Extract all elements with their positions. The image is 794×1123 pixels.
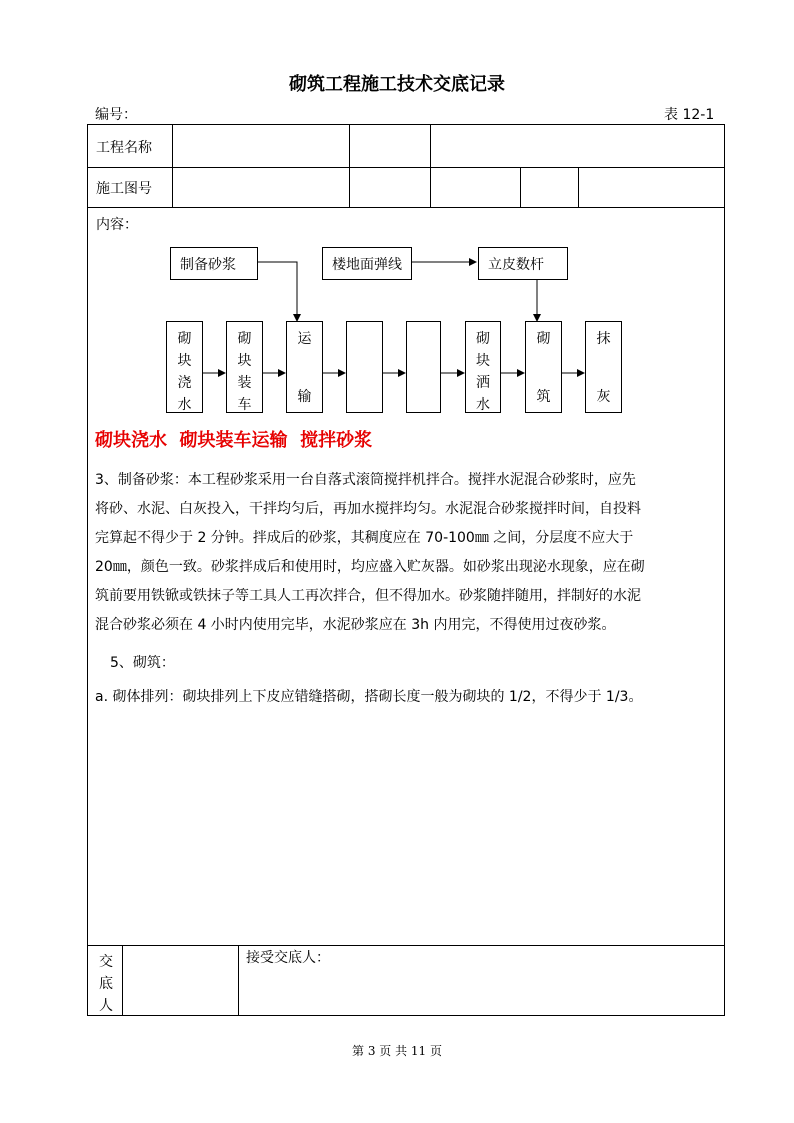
handover-person-label: 交 底 人	[99, 954, 113, 1014]
table-number: 表 12-1	[664, 107, 715, 123]
flow-box-block-watering: 砌 块 浇 水	[166, 321, 203, 413]
flow-box-masonry: 砌 筑	[525, 321, 562, 413]
flow-box-empty-2	[406, 321, 441, 413]
red-heading: 砌块浇水 砌块装车运输 搅拌砂浆	[95, 430, 373, 451]
project-name-label: 工程名称	[96, 140, 152, 156]
flow-box-mortar-prep: 制备砂浆	[170, 247, 258, 280]
flow-box-block-loading: 砌 块 装 车	[226, 321, 263, 413]
flow-box-empty-1	[346, 321, 383, 413]
page-footer: 第 3 页 共 11 页	[352, 1044, 442, 1058]
flow-box-block-sprinkling: 砌 块 洒 水	[465, 321, 501, 413]
flow-box-transport: 运 输	[286, 321, 323, 413]
flow-box-story-pole: 立皮数杆	[478, 247, 568, 280]
document-title: 砌筑工程施工技术交底记录	[289, 74, 505, 95]
receiver-label: 接受交底人：	[246, 950, 330, 966]
paragraph-masonry-arrangement: a. 砌体排列：砌块排列上下皮应错缝搭砌，搭砌长度一般为砌块的 1/2，不得少于 1/3。	[95, 689, 643, 705]
flow-box-plastering: 抹 灰	[585, 321, 622, 413]
serial-number-label: 编号：	[95, 107, 137, 123]
flow-box-floor-snapline: 楼地面弹线	[322, 247, 412, 280]
drawing-number-label: 施工图号	[96, 181, 152, 197]
paragraph-masonry-heading: 5、砌筑：	[110, 655, 175, 671]
paragraph-mortar-prep: 3、制备砂浆：本工程砂浆采用一台自落式滚筒搅拌机拌合。搅拌水泥混合砂浆时，应先 将砂、水泥、白灰投入，干拌均匀后，再加水搅拌均匀。水泥混合砂浆搅拌时间，自投料 完算起不得少于 2 分钟。拌成后的砂浆，其稠度应在 70-100㎜ 之间，分层度不应大于 20㎜，颜色一致。砂浆拌成后和使用时，均应盛入贮灰器。如砂浆出现泌水现象，应在砌 筑前要用铁锨或铁抹子等工具人工再次拌合，但不得加水。砂浆随拌随用，拌制好的水泥 混合砂浆必须在 4 小时内使用完毕，水泥砂浆应在 3h 内用完，不得使用过夜砂浆。	[95, 472, 645, 633]
content-label: 内容：	[96, 217, 138, 233]
